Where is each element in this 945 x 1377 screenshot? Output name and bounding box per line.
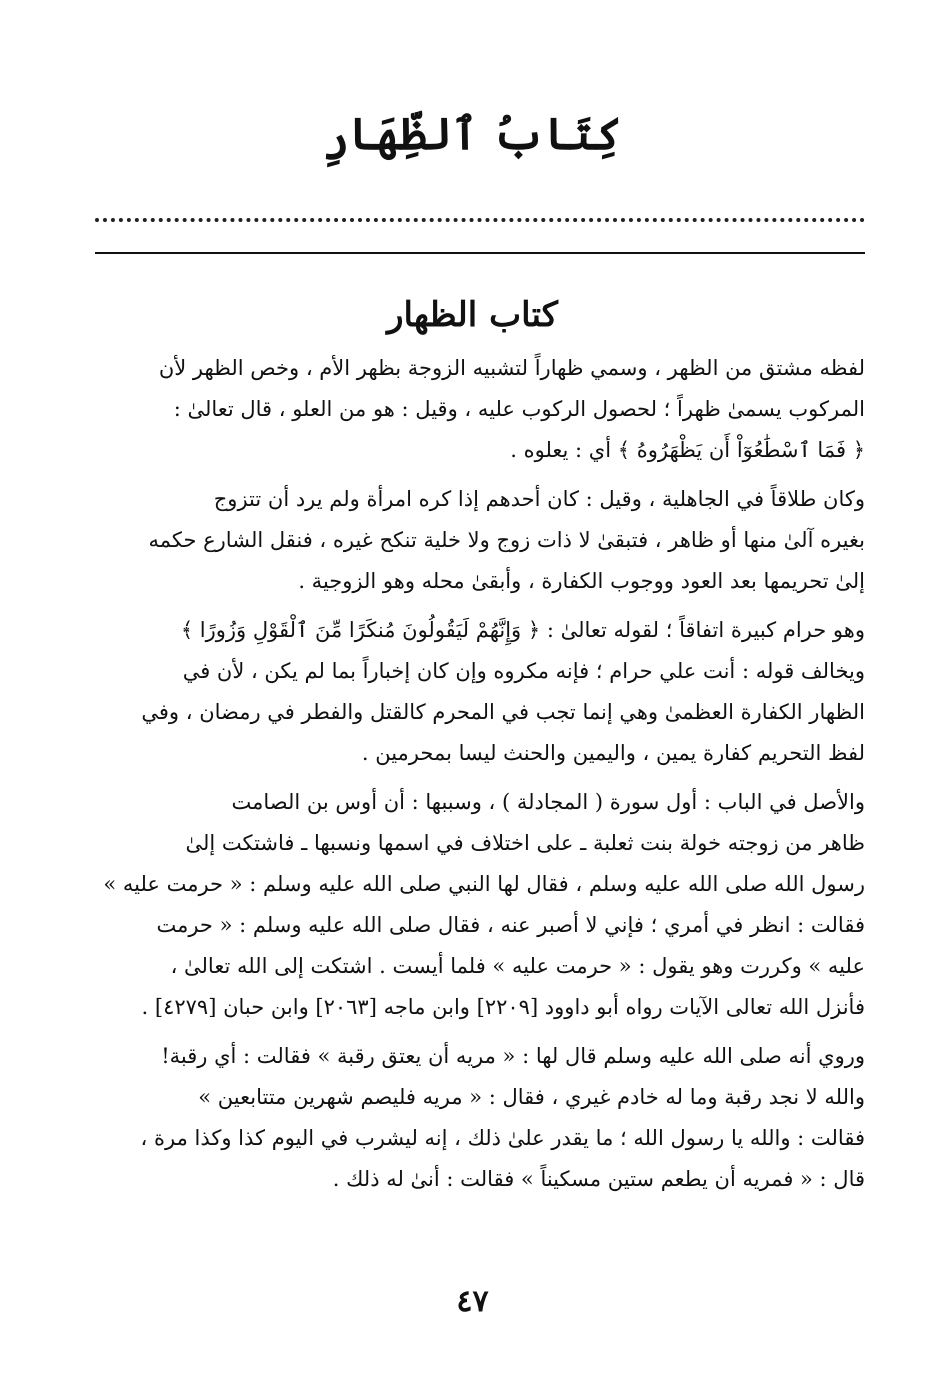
text-line: والأصل في الباب : أول سورة ( المجادلة ) ، وسببها : أن أوس بن الصامت bbox=[231, 790, 865, 814]
text-line: بغيره آلىٰ منها أو ظاهر ، فتبقىٰ لا ذات زوج ولا خلية تنكح غيره ، فنقل الشارع حكمه bbox=[148, 528, 865, 552]
text-line: فقالت : انظر في أمري ؛ فإني لا أصبر عنه ، فقال صلى الله عليه وسلم : « حرمت bbox=[156, 913, 865, 937]
text-line: عليه » وكررت وهو يقول : « حرمت عليه » فلما أيست . اشتكت إلى الله تعالىٰ ، bbox=[170, 954, 865, 978]
text-line: لفظ التحريم كفارة يمين ، واليمين والحنث ليسا بمحرمين . bbox=[361, 741, 865, 765]
body-text bbox=[80, 348, 865, 1208]
text-line: وكان طلاقاً في الجاهلية ، وقيل : كان أحدهم إذا كره امرأة ولم يرد أن تتزوج bbox=[213, 487, 865, 511]
text-line: قال : « فمريه أن يطعم ستين مسكيناً » فقالت : أنىٰ له ذلك . bbox=[332, 1167, 865, 1191]
text-line: فأنزل الله تعالى الآيات رواه أبو داوود [٢٢٠٩] وابن ماجه [٢٠٦٣] وابن حبان [٤٢٧٩] . bbox=[141, 995, 865, 1019]
paragraph bbox=[80, 348, 865, 471]
text-line: رسول الله صلى الله عليه وسلم ، فقال لها النبي صلى الله عليه وسلم : « حرمت عليه » bbox=[103, 872, 865, 896]
page-number: ٤٧ bbox=[456, 1284, 489, 1319]
paragraph bbox=[80, 1036, 865, 1200]
text-line: فقالت : والله يا رسول الله ؛ ما يقدر علىٰ ذلك ، إنه ليشرب في اليوم كذا وكذا مرة ، bbox=[140, 1126, 865, 1150]
solid-divider bbox=[95, 252, 865, 254]
text-line: إلىٰ تحريمها بعد العود ووجوب الكفارة ، وأبقىٰ محله وهو الزوجية . bbox=[298, 569, 865, 593]
section-title: كتاب الظهار bbox=[387, 295, 558, 335]
text-line: لفظه مشتق من الظهر ، وسمي ظهاراً لتشبيه الزوجة بظهر الأم ، وخص الظهر لأن bbox=[158, 356, 865, 380]
paragraph bbox=[80, 610, 865, 774]
dotted-divider bbox=[95, 198, 865, 222]
text-line: وهو حرام كبيرة اتفاقاً ؛ لقوله تعالىٰ : ﴿ وَإِنَّهُمْ لَيَقُولُونَ مُنكَرًا مِّنَ ٱلْقَوْلِ وَزُورًا ﴾ bbox=[180, 618, 865, 642]
paragraph bbox=[80, 782, 865, 1028]
text-line: المركوب يسمىٰ ظهراً ؛ لحصول الركوب عليه ، وقيل : هو من العلو ، قال تعالىٰ : bbox=[173, 397, 865, 421]
text-line: ظاهر من زوجته خولة بنت ثعلبة ـ على اختلاف في اسمها ونسبها ـ فاشتكت إلىٰ bbox=[185, 831, 865, 855]
text-line: ﴿ فَمَا ٱسْطَٰعُوٓاْ أَن يَظْهَرُوهُ ﴾ أي : يعلوه . bbox=[510, 438, 865, 462]
text-line: والله لا نجد رقبة وما له خادم غيري ، فقال : « مريه فليصم شهرين متتابعين » bbox=[198, 1085, 865, 1109]
text-line: الظهار الكفارة العظمىٰ وهي إنما تجب في المحرم كالقتل والفطر في رمضان ، وفي bbox=[141, 700, 865, 724]
chapter-title: كِتَابُ ٱلظِّهَارِ bbox=[323, 109, 622, 160]
text-line: وروي أنه صلى الله عليه وسلم قال لها : « مريه أن يعتق رقبة » فقالت : أي رقبة! bbox=[161, 1044, 865, 1068]
paragraph bbox=[80, 479, 865, 602]
text-line: ويخالف قوله : أنت علي حرام ؛ فإنه مكروه وإن كان إخباراً بما لم يكن ، لأن في bbox=[182, 659, 865, 683]
